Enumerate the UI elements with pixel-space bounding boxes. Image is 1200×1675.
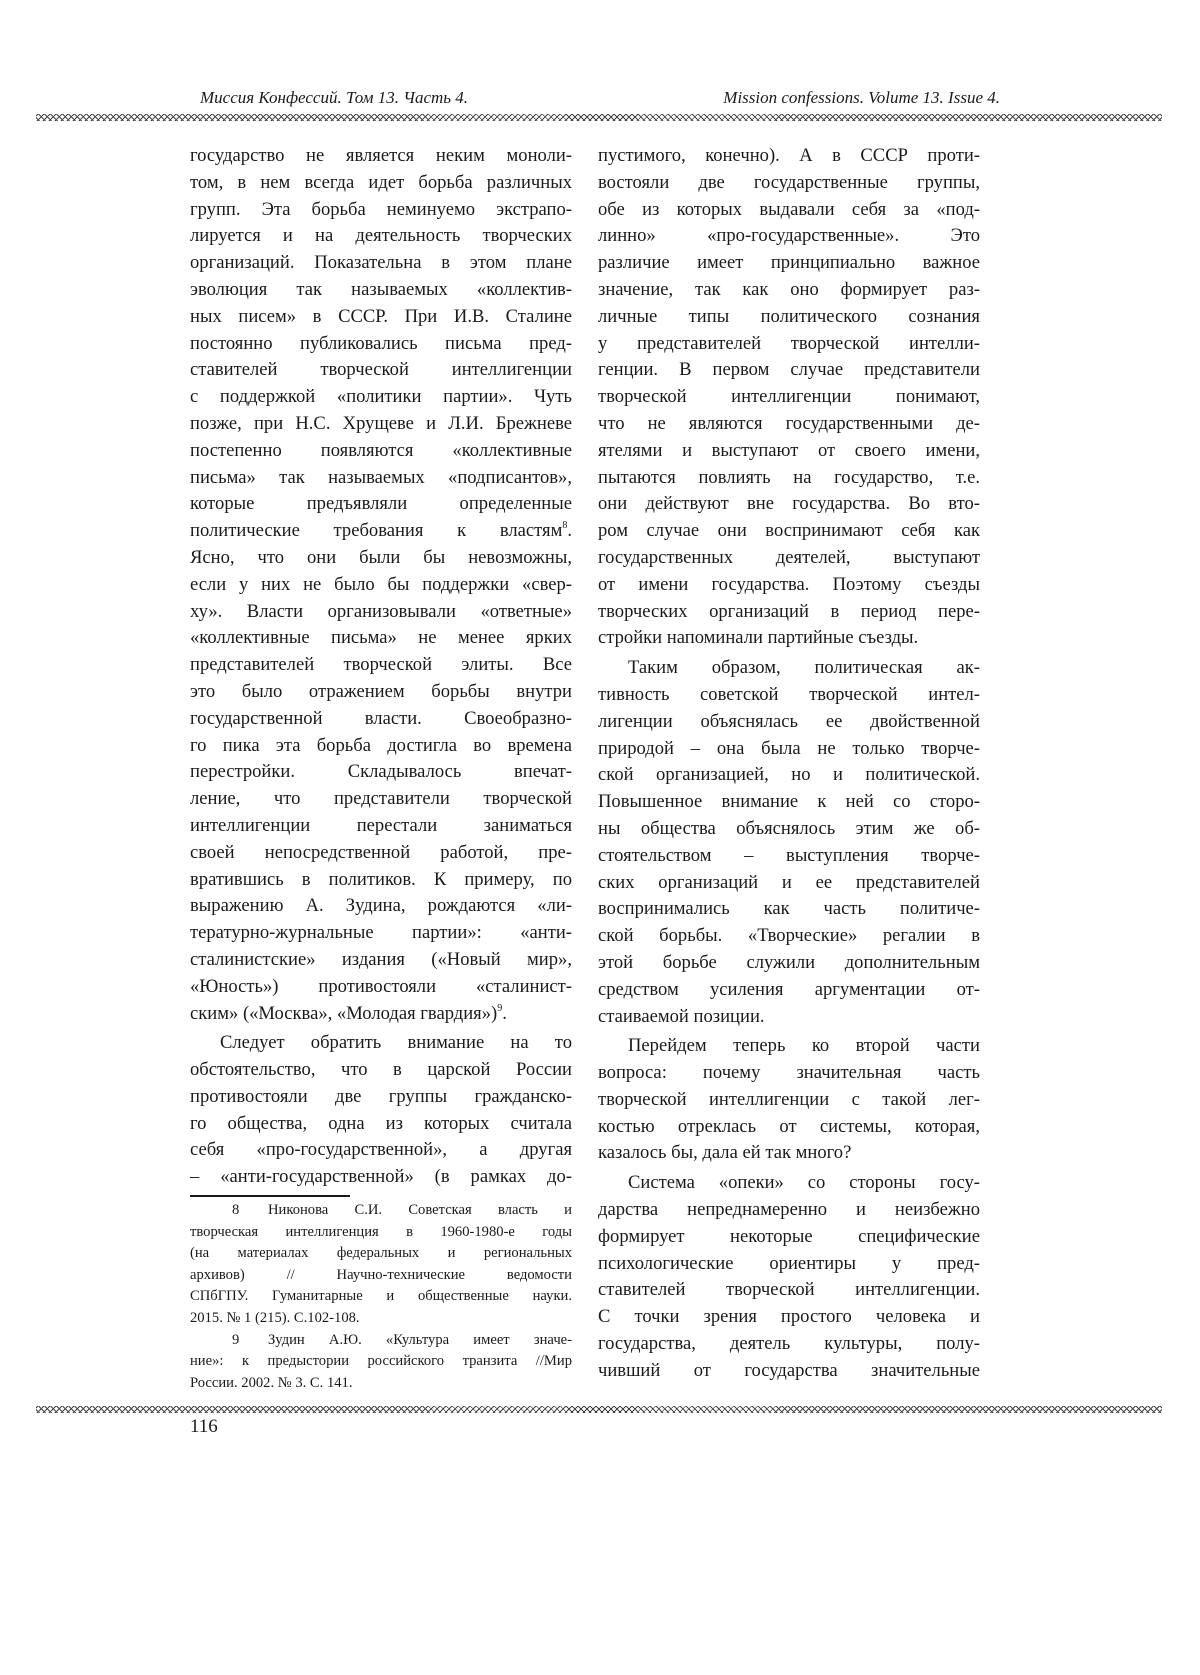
text-line: формирует некоторые специфические <box>598 1224 980 1251</box>
footnote-number: 9 <box>190 1330 268 1352</box>
text-line: ставителей творческой интеллигенции. <box>598 1277 980 1304</box>
text-line: ской организацией, но и политической. <box>598 762 980 789</box>
text-line: ление, что представители творческой <box>190 786 572 813</box>
text-line: это было отражением борьбы внутри <box>190 679 572 706</box>
text-line: интеллигенции перестали заниматься <box>190 813 572 840</box>
text-line: сталинистские» издания («Новый мир», <box>190 947 572 974</box>
text-line: групп. Эта борьба неминуемо экстрапо- <box>190 197 572 224</box>
page-number: 116 <box>190 1416 218 1438</box>
text-line: вопроса: почему значительная часть <box>598 1060 980 1087</box>
text-line: пытаются повлиять на государство, т.е. <box>598 465 980 492</box>
text-line: что не являются государственными де- <box>598 411 980 438</box>
text-column-left <box>190 143 572 1191</box>
text-line: ху». Власти организовывали «ответные» <box>190 599 572 626</box>
text-line: государства, деятель культуры, полу- <box>598 1331 980 1358</box>
text-line: казалось бы, дала ей так много? <box>598 1140 980 1167</box>
text-line: творческой интеллигенции с такой лег- <box>598 1087 980 1114</box>
footer-ornament-divider <box>36 1406 1162 1413</box>
journal-title-en: Mission confessions. Volume 13. Issue 4. <box>723 88 1000 108</box>
text-line: востояли две государственные группы, <box>598 170 980 197</box>
text-line: значение, так как оно формирует раз- <box>598 277 980 304</box>
text-line: государственных деятелей, выступают <box>598 545 980 572</box>
text-line: Система «опеки» со стороны госу- <box>598 1170 980 1197</box>
footnote-line: архивов) // Научно-технические ведомости <box>190 1265 572 1287</box>
text-line: «Юность») противостояли «сталинист- <box>190 974 572 1001</box>
text-line: С точки зрения простого человека и <box>598 1304 980 1331</box>
text-line: своей непосредственной работой, пре- <box>190 840 572 867</box>
footnote <box>190 1330 572 1395</box>
text-line: различие имеет принципиально важное <box>598 250 980 277</box>
text-line: у представителей творческой интелли- <box>598 331 980 358</box>
paragraph <box>598 1033 980 1167</box>
text-line: ром случае они воспринимают себя как <box>598 518 980 545</box>
text-line: стоятельством – выступления творче- <box>598 843 980 870</box>
footnote-line: России. 2002. № 3. С. 141. <box>190 1373 572 1395</box>
footnote-text: Никонова С.И. Советская власть и <box>268 1202 572 1218</box>
text-line: линно» «про-государственные». Это <box>598 223 980 250</box>
text-line: лигенции объяснялась ее двойственной <box>598 709 980 736</box>
footnote-line <box>190 1200 572 1222</box>
text-line: перестройки. Складывалось впечат- <box>190 759 572 786</box>
footnotes <box>190 1200 572 1394</box>
footnote-ref: 9 <box>497 1003 502 1014</box>
text-line: го общества, одна из которых считала <box>190 1111 572 1138</box>
footnote-text: Зудин А.Ю. «Культура имеет значе- <box>268 1332 572 1348</box>
journal-title-ru: Миссия Конфессий. Том 13. Часть 4. <box>200 88 468 108</box>
text-line: постоянно публиковались письма пред- <box>190 331 572 358</box>
text-line: том, в нем всегда идет борьба различных <box>190 170 572 197</box>
text-line: ских организаций и ее представителей <box>598 870 980 897</box>
text-line: ны общества объяснялось этим же об- <box>598 816 980 843</box>
footnote-line: творческая интеллигенция в 1960-1980-е годы <box>190 1222 572 1244</box>
paragraph <box>190 143 572 1027</box>
text-line: воспринимались как часть политиче- <box>598 896 980 923</box>
text-line: творческих организаций в период пере- <box>598 599 980 626</box>
text-line: государственной власти. Своеобразно- <box>190 706 572 733</box>
footnote-separator <box>190 1195 350 1197</box>
text-line: психологические ориентиры у пред- <box>598 1251 980 1278</box>
text-line: государство не является неким моноли- <box>190 143 572 170</box>
text-line: Перейдем теперь ко второй части <box>598 1033 980 1060</box>
paragraph <box>190 1030 572 1191</box>
footnote-number: 8 <box>190 1200 268 1222</box>
text-line: которые предъявляли определенные <box>190 491 572 518</box>
footnote-line: (на материалах федеральных и региональных <box>190 1243 572 1265</box>
text-line: ятелями и выступают от своего имени, <box>598 438 980 465</box>
footnote-line <box>190 1330 572 1352</box>
text-line: с поддержкой «политики партии». Чуть <box>190 384 572 411</box>
text-line: если у них не было бы поддержки «свер- <box>190 572 572 599</box>
text-line: пустимого, конечно). А в СССР проти- <box>598 143 980 170</box>
text-line: противостояли две группы гражданско- <box>190 1084 572 1111</box>
text-line: постепенно появляются «коллективные <box>190 438 572 465</box>
text-line: го пика эта борьба достигла во времена <box>190 733 572 760</box>
footnote-ref: 8 <box>562 520 567 531</box>
text-line: средством усиления аргументации от- <box>598 977 980 1004</box>
text-line <box>190 518 572 545</box>
text-line: письма» так называемых «подписантов», <box>190 465 572 492</box>
paragraph <box>598 1170 980 1384</box>
text-line: Ясно, что они были бы невозможны, <box>190 545 572 572</box>
text-line: природой – она была не только творче- <box>598 736 980 763</box>
text-line: стаиваемой позиции. <box>598 1004 980 1031</box>
text-line <box>190 1001 572 1028</box>
text-line: ных писем» в СССР. При И.В. Сталине <box>190 304 572 331</box>
text-line-punct: . <box>502 1003 507 1024</box>
text-line: Следует обратить внимание на то <box>190 1030 572 1057</box>
header-ornament-divider <box>36 114 1162 121</box>
text-line: – «анти-государственной» (в рамках до- <box>190 1164 572 1191</box>
text-line: обстоятельство, что в царской России <box>190 1057 572 1084</box>
text-line: тивность советской творческой интел- <box>598 682 980 709</box>
text-line: Повышенное внимание к ней со сторо- <box>598 789 980 816</box>
text-line: этой борьбе служили дополнительным <box>598 950 980 977</box>
text-line: вратившись в политиков. К примеру, по <box>190 867 572 894</box>
text-line: лируется и на деятельность творческих <box>190 223 572 250</box>
text-line-content: ским» («Москва», «Молодая гвардия») <box>190 1003 497 1024</box>
footnote-line: СПбГПУ. Гуманитарные и общественные науки. <box>190 1286 572 1308</box>
text-line: тературно-журнальные партии»: «анти- <box>190 920 572 947</box>
text-line: организаций. Показательна в этом плане <box>190 250 572 277</box>
text-line: личные типы политического сознания <box>598 304 980 331</box>
footnote <box>190 1200 572 1330</box>
text-line: себя «про-государственной», а другая <box>190 1137 572 1164</box>
text-line: костью отреклась от системы, которая, <box>598 1114 980 1141</box>
text-line: от имени государства. Поэтому съезды <box>598 572 980 599</box>
text-line-content: политические требования к властям <box>190 520 562 541</box>
footnote-line: ние»: к предыстории российского транзита //Мир <box>190 1351 572 1373</box>
text-column-right <box>598 143 980 1385</box>
text-line: творческой интеллигенции понимают, <box>598 384 980 411</box>
text-line: стройки напоминали партийные съезды. <box>598 625 980 652</box>
text-line: ской борьбы. «Творческие» регалии в <box>598 923 980 950</box>
text-line: эволюция так называемых «коллектив- <box>190 277 572 304</box>
text-line: «коллективные письма» не менее ярких <box>190 625 572 652</box>
paragraph <box>598 143 980 652</box>
text-line: позже, при Н.С. Хрущеве и Л.И. Брежневе <box>190 411 572 438</box>
paragraph <box>598 655 980 1030</box>
text-line: представителей творческой элиты. Все <box>190 652 572 679</box>
text-line: генции. В первом случае представители <box>598 357 980 384</box>
footnote-line: 2015. № 1 (215). С.102-108. <box>190 1308 572 1330</box>
text-line: дарства непреднамеренно и неизбежно <box>598 1197 980 1224</box>
text-line: обе из которых выдавали себя за «под- <box>598 197 980 224</box>
text-line: ставителей творческой интеллигенции <box>190 357 572 384</box>
text-line: Таким образом, политическая ак- <box>598 655 980 682</box>
text-line: они действуют вне государства. Во вто- <box>598 491 980 518</box>
text-line-punct: . <box>567 520 572 541</box>
text-line: чивший от государства значительные <box>598 1358 980 1385</box>
text-line: выражению А. Зудина, рождаются «ли- <box>190 893 572 920</box>
